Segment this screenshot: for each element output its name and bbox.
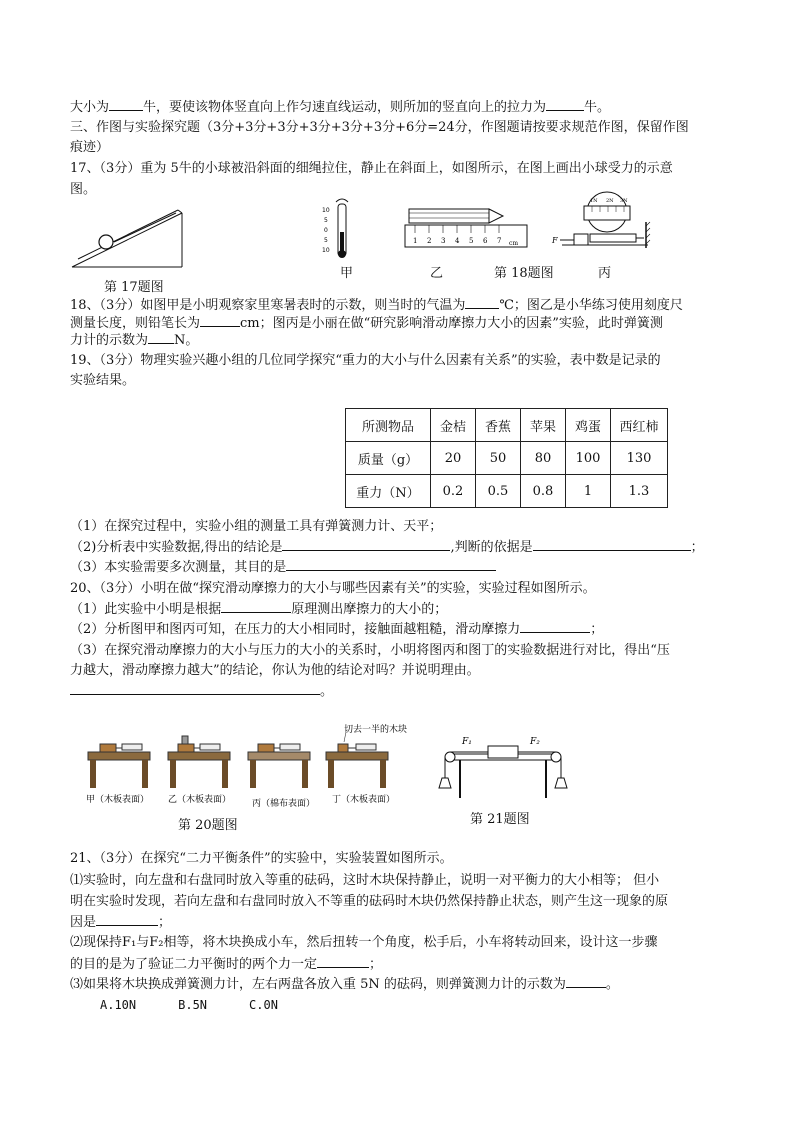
q21-sub-3: ⑶如果将木块换成弹簧测力计，左右两盘各放入重 5N 的砝码，则弹簧测力计的示数为 。 bbox=[70, 977, 619, 992]
section-3-title: 三、作图与实验探究题（3分+3分+3分+3分+3分+3分+6分=24分，作图题请按要求规范作图，保留作图 bbox=[70, 120, 689, 135]
spring-tick: 2N bbox=[606, 198, 614, 204]
table-cell: 20 bbox=[431, 442, 476, 475]
q21-sub-1-cont: 明在实验时发现，若向左盘和右盘同时放入不等重的砝码时木块仍然保持静止状态，则产生这一现象的原 bbox=[70, 894, 669, 909]
fig18-bing: 丙 bbox=[598, 266, 612, 281]
blank-length[interactable] bbox=[200, 314, 240, 327]
force-label: F bbox=[552, 236, 558, 245]
q19-text-cont: 实验结果。 bbox=[70, 373, 136, 388]
table-cell: 1.3 bbox=[611, 475, 668, 508]
fig18-spring-scale[interactable] bbox=[552, 190, 652, 258]
table-cell: 重力（N） bbox=[346, 475, 431, 508]
q21-sub-1: ⑴实验时，向左盘和右盘同时放入等重的砝码，这时木块保持静止，说明一对平衡力的大小相等； 但小 bbox=[70, 873, 660, 888]
blank-purpose[interactable] bbox=[286, 558, 496, 571]
ruler-tick: 4 bbox=[455, 237, 460, 245]
fig18-jia: 甲 bbox=[340, 266, 354, 281]
table-row bbox=[346, 442, 668, 475]
fig18-yi: 乙 bbox=[430, 266, 444, 281]
q21-sub-1-answer: 因是 ； bbox=[70, 915, 172, 930]
blank-basis[interactable] bbox=[533, 538, 691, 551]
line-1: 大小为 牛，要使该物体竖直向上作匀速直线运动，则所加的竖直向上的拉力为 牛。 bbox=[70, 100, 611, 115]
thermo-tick: 10 bbox=[322, 207, 330, 214]
q17-text: 17、（3分）重为 5牛的小球被沿斜面的细绳拉住，静止在斜面上，如图所示，在图上画出小球受力的示意 bbox=[70, 161, 673, 176]
q20-sub-2: （2）分析图甲和图丙可知，在压力的大小相同时，接触面越粗糙，滑动摩擦力 ； bbox=[70, 622, 604, 637]
q20-sub-1: （1）此实验中小明是根据 原理测出摩擦力的大小的； bbox=[70, 602, 448, 617]
ruler-unit: cm bbox=[509, 240, 519, 247]
thermo-tick: 5 bbox=[324, 237, 328, 244]
q20-text: 20、（3分）小明在做“探究滑动摩擦力的大小与哪些因素有关”的实验，实验过程如图所示。 bbox=[70, 581, 596, 596]
fig20-caption-bing: 丙（棉布表面） bbox=[252, 799, 316, 809]
fig20-caption-ding: 丁（木板表面） bbox=[332, 795, 396, 805]
q19-sub-2: （2)分析表中实验数据,得出的结论是 ,判断的依据是 ； bbox=[70, 540, 704, 555]
option-c[interactable]: C.0N bbox=[249, 998, 278, 1012]
fig18-thermometer[interactable] bbox=[318, 198, 358, 260]
fig20-caption: 第 20题图 bbox=[178, 818, 238, 833]
blank-force[interactable] bbox=[148, 331, 174, 344]
option-a[interactable]: A.10N bbox=[100, 998, 137, 1012]
blank-friction[interactable] bbox=[520, 620, 590, 633]
blank-reason[interactable] bbox=[70, 682, 320, 695]
table-row bbox=[346, 409, 668, 442]
table-header: 所测物品 bbox=[346, 409, 431, 442]
table-header: 鸡蛋 bbox=[566, 409, 611, 442]
f1-label: F₁ bbox=[462, 737, 472, 747]
q18-line-1: 18、（3分）如图甲是小明观察家里寒暑表时的示数，则当时的气温为 ℃；图乙是小华练习使用刻度尺 bbox=[70, 298, 683, 313]
q20-sub-3-cont: 力越大，滑动摩擦力越大”的结论，你认为他的结论对吗？并说明理由。 bbox=[70, 663, 480, 678]
table-cell: 80 bbox=[521, 442, 566, 475]
table-cell: 50 bbox=[476, 442, 521, 475]
q20-sub-3: （3）在探究滑动摩擦力的大小与压力的大小的关系时，小明将图丙和图丁的实验数据进行对比，得出“压 bbox=[70, 643, 670, 658]
q19-text: 19、（3分）物理实验兴趣小组的几位同学探究“重力的大小与什么因素有关系”的实验，表中数是记录的 bbox=[70, 353, 661, 368]
fig18-caption: 第 18题图 bbox=[494, 266, 554, 281]
f2-label: F₂ bbox=[530, 737, 540, 747]
table-cell: 100 bbox=[566, 442, 611, 475]
table-cell: 1 bbox=[566, 475, 611, 508]
q18-line-2: 测量长度，则铅笔长为 cm；图丙是小丽在做“研究影响滑动摩擦力大小的因素”实验，此时弹簧测 bbox=[70, 316, 663, 331]
q20-sub-3-answer: 。 bbox=[70, 682, 333, 701]
fig21-balance-apparatus[interactable] bbox=[438, 734, 568, 800]
table-cell: 0.8 bbox=[521, 475, 566, 508]
table-cell: 130 bbox=[611, 442, 668, 475]
blank-reading[interactable] bbox=[566, 975, 606, 988]
table-cell: 质量（g） bbox=[346, 442, 431, 475]
fig17-caption: 第 17题图 bbox=[104, 280, 164, 295]
blank-1[interactable] bbox=[109, 98, 143, 111]
blank-conclusion[interactable] bbox=[282, 538, 450, 551]
blank-same-line[interactable] bbox=[317, 955, 369, 968]
fig17-incline[interactable] bbox=[70, 205, 185, 269]
ruler-tick: 5 bbox=[469, 237, 474, 245]
spring-tick: 1N bbox=[590, 198, 598, 204]
q17-text-cont: 图。 bbox=[70, 182, 97, 197]
blank-2[interactable] bbox=[546, 98, 584, 111]
table-header: 金桔 bbox=[431, 409, 476, 442]
table-row bbox=[346, 475, 668, 508]
data-table bbox=[345, 408, 668, 508]
thermo-tick: 5 bbox=[324, 217, 328, 224]
fig18-ruler[interactable] bbox=[405, 205, 530, 250]
fig20-caption-jia: 甲（木板表面） bbox=[86, 795, 150, 805]
ruler-tick: 2 bbox=[427, 237, 432, 245]
fig21-caption: 第 21题图 bbox=[470, 812, 530, 827]
q21-sub-2: ⑵现保持F₁与F₂相等，将木块换成小车，然后扭转一个角度，松手后，小车将转动回来，设计这一步骤 bbox=[70, 935, 658, 950]
table-header: 西红柿 bbox=[611, 409, 668, 442]
thermo-tick: 10 bbox=[322, 247, 330, 254]
table-cell: 0.2 bbox=[431, 475, 476, 508]
section-3-title-cont: 痕迹） bbox=[70, 140, 110, 155]
fig20-top-label: 切去一半的木块 bbox=[344, 725, 408, 735]
ruler-tick: 3 bbox=[441, 237, 446, 245]
q21-text: 21、（3分）在探究“二力平衡条件”的实验中，实验装置如图所示。 bbox=[70, 851, 453, 866]
blank-cause[interactable] bbox=[96, 913, 158, 926]
blank-temp[interactable] bbox=[465, 296, 499, 309]
option-b[interactable]: B.5N bbox=[178, 998, 208, 1012]
blank-principle[interactable] bbox=[221, 600, 291, 613]
q21-sub-2-cont: 的目的是为了验证二力平衡时的两个力一定 ； bbox=[70, 957, 383, 972]
q19-sub-3: （3）本实验需要多次测量，其目的是 bbox=[70, 558, 496, 577]
spring-tick: 3N bbox=[620, 198, 628, 204]
table-cell: 0.5 bbox=[476, 475, 521, 508]
thermo-tick: 0 bbox=[324, 227, 328, 234]
ruler-tick: 1 bbox=[413, 237, 418, 245]
table-header: 苹果 bbox=[521, 409, 566, 442]
q21-options bbox=[100, 996, 278, 1014]
ruler-tick: 6 bbox=[483, 237, 488, 245]
table-header: 香蕉 bbox=[476, 409, 521, 442]
q18-line-3: 力计的示数为 N。 bbox=[70, 333, 199, 348]
ruler-tick: 7 bbox=[497, 237, 502, 245]
fig20-caption-yi: 乙（木板表面） bbox=[168, 795, 232, 805]
fig20-experiments[interactable] bbox=[82, 725, 408, 809]
q19-sub-1: （1）在探究过程中，实验小组的测量工具有弹簧测力计、天平； bbox=[70, 519, 443, 534]
